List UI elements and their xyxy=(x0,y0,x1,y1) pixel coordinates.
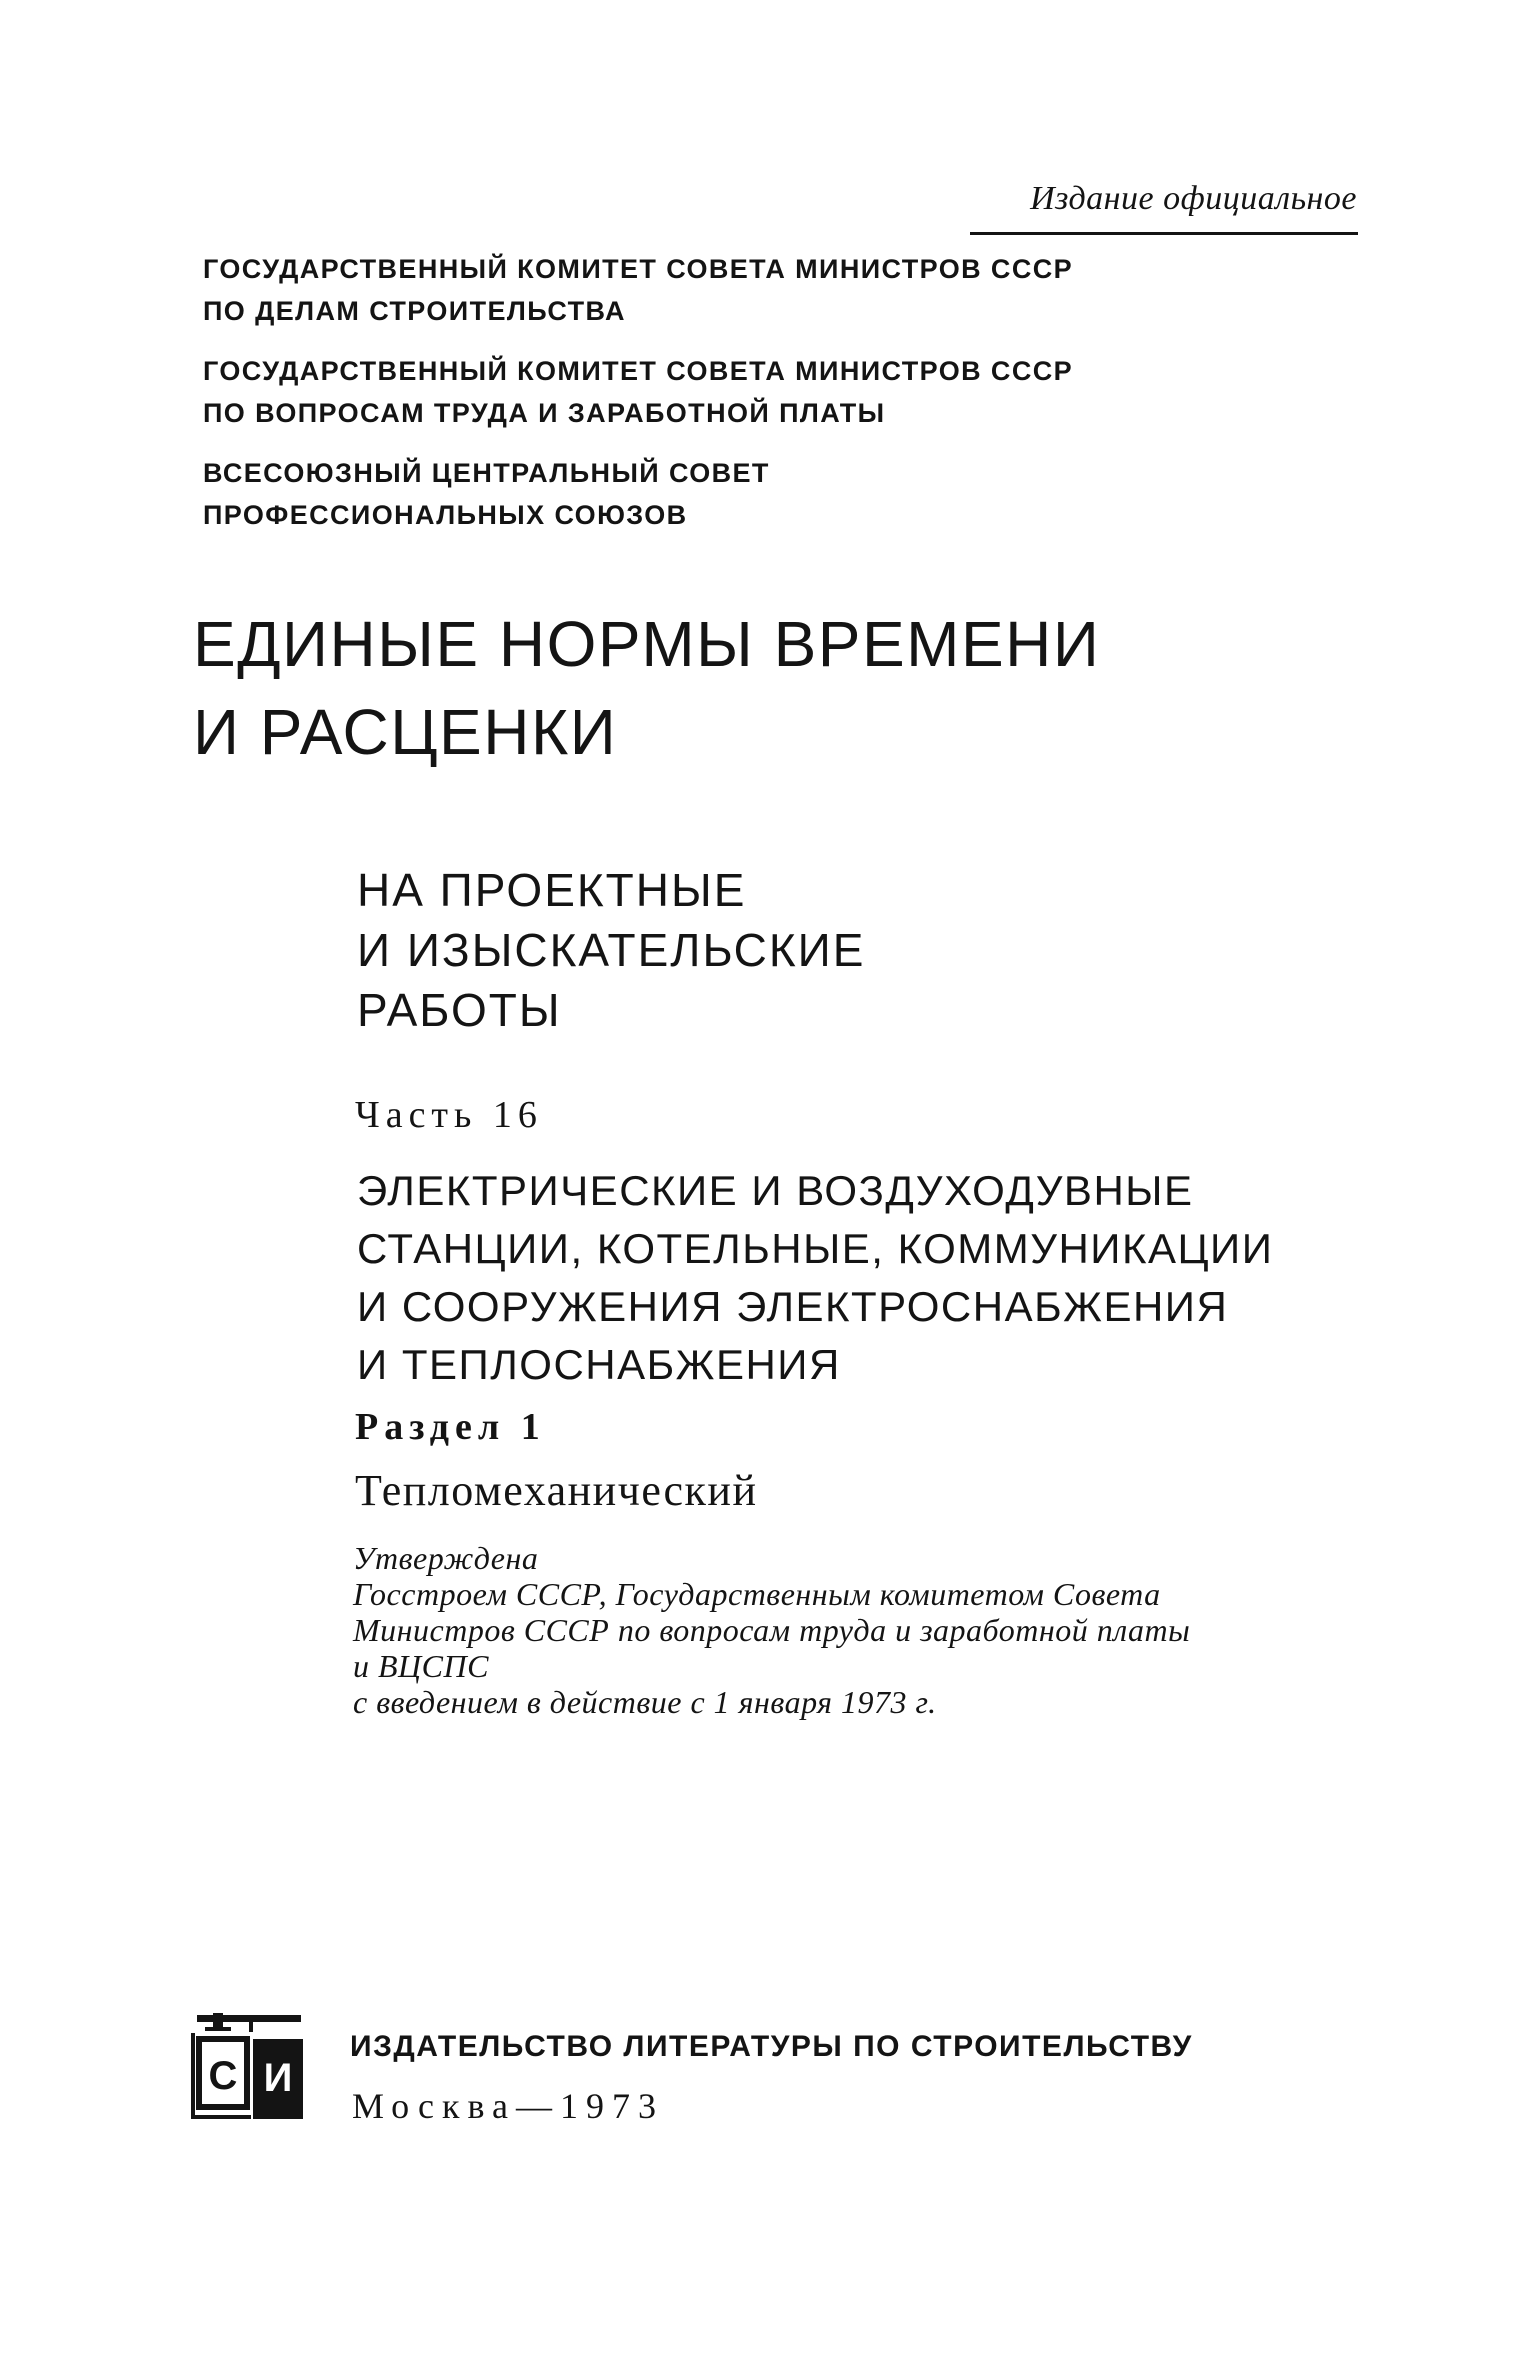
publisher-logo xyxy=(189,2013,307,2123)
logo-letter-left: С xyxy=(208,2054,238,2098)
section-label: Раздел 1 xyxy=(355,1406,546,1448)
title-line: И РАСЦЕНКИ xyxy=(193,696,618,768)
approval-line: с введением в действие с 1 января 1973 г. xyxy=(353,1684,937,1720)
org-line: ГОСУДАРСТВЕННЫЙ КОМИТЕТ СОВЕТА МИНИСТРОВ СССР xyxy=(203,356,1074,386)
approval-line: Госстроем СССР, Государственным комитетом Совета xyxy=(353,1576,1161,1612)
publisher-name: ИЗДАТЕЛЬСТВО ЛИТЕРАТУРЫ ПО СТРОИТЕЛЬСТВУ xyxy=(350,2030,1193,2063)
document-title xyxy=(193,600,1100,776)
org-trade-unions xyxy=(203,452,1073,536)
part-title-line: СТАНЦИИ, КОТЕЛЬНЫЕ, КОММУНИКАЦИИ xyxy=(357,1225,1274,1272)
approval-line: Утверждена xyxy=(353,1540,539,1576)
title-line: ЕДИНЫЕ НОРМЫ ВРЕМЕНИ xyxy=(193,608,1101,680)
org-line: ВСЕСОЮЗНЫЙ ЦЕНТРАЛЬНЫЙ СОВЕТ xyxy=(203,458,770,488)
subtitle-line: НА ПРОЕКТНЫЕ xyxy=(357,864,747,916)
org-labour-committee xyxy=(203,350,1073,434)
logo-letter-right: И xyxy=(263,2056,293,2100)
approval-line: и ВЦСПС xyxy=(353,1648,489,1684)
part-title xyxy=(357,1162,1273,1394)
part-title-line: И СООРУЖЕНИЯ ЭЛЕКТРОСНАБЖЕНИЯ xyxy=(357,1283,1229,1330)
edition-note: Издание официальное xyxy=(1030,180,1357,217)
org-line: ГОСУДАРСТВЕННЫЙ КОМИТЕТ СОВЕТА МИНИСТРОВ СССР xyxy=(203,254,1074,284)
org-construction-committee xyxy=(203,248,1073,332)
org-line: ПРОФЕССИОНАЛЬНЫХ СОЮЗОВ xyxy=(203,500,688,530)
issuing-organizations xyxy=(203,248,1073,554)
part-title-line: И ТЕПЛОСНАБЖЕНИЯ xyxy=(357,1341,841,1388)
subtitle-line: И ИЗЫСКАТЕЛЬСКИЕ xyxy=(357,924,866,976)
section-title: Тепломеханический xyxy=(355,1466,758,1515)
org-line: ПО ВОПРОСАМ ТРУДА И ЗАРАБОТНОЙ ПЛАТЫ xyxy=(203,398,886,428)
document-subtitle xyxy=(357,860,865,1040)
edition-underline xyxy=(970,232,1358,235)
part-label: Часть 16 xyxy=(355,1094,543,1136)
approval-note xyxy=(353,1540,1190,1720)
approval-line: Министров СССР по вопросам труда и заработной платы xyxy=(353,1612,1191,1648)
part-title-line: ЭЛЕКТРИЧЕСКИЕ И ВОЗДУХОДУВНЫЕ xyxy=(357,1167,1194,1214)
subtitle-line: РАБОТЫ xyxy=(357,984,562,1036)
city-year: Москва—1973 xyxy=(352,2086,664,2126)
org-line: ПО ДЕЛАМ СТРОИТЕЛЬСТВА xyxy=(203,296,626,326)
